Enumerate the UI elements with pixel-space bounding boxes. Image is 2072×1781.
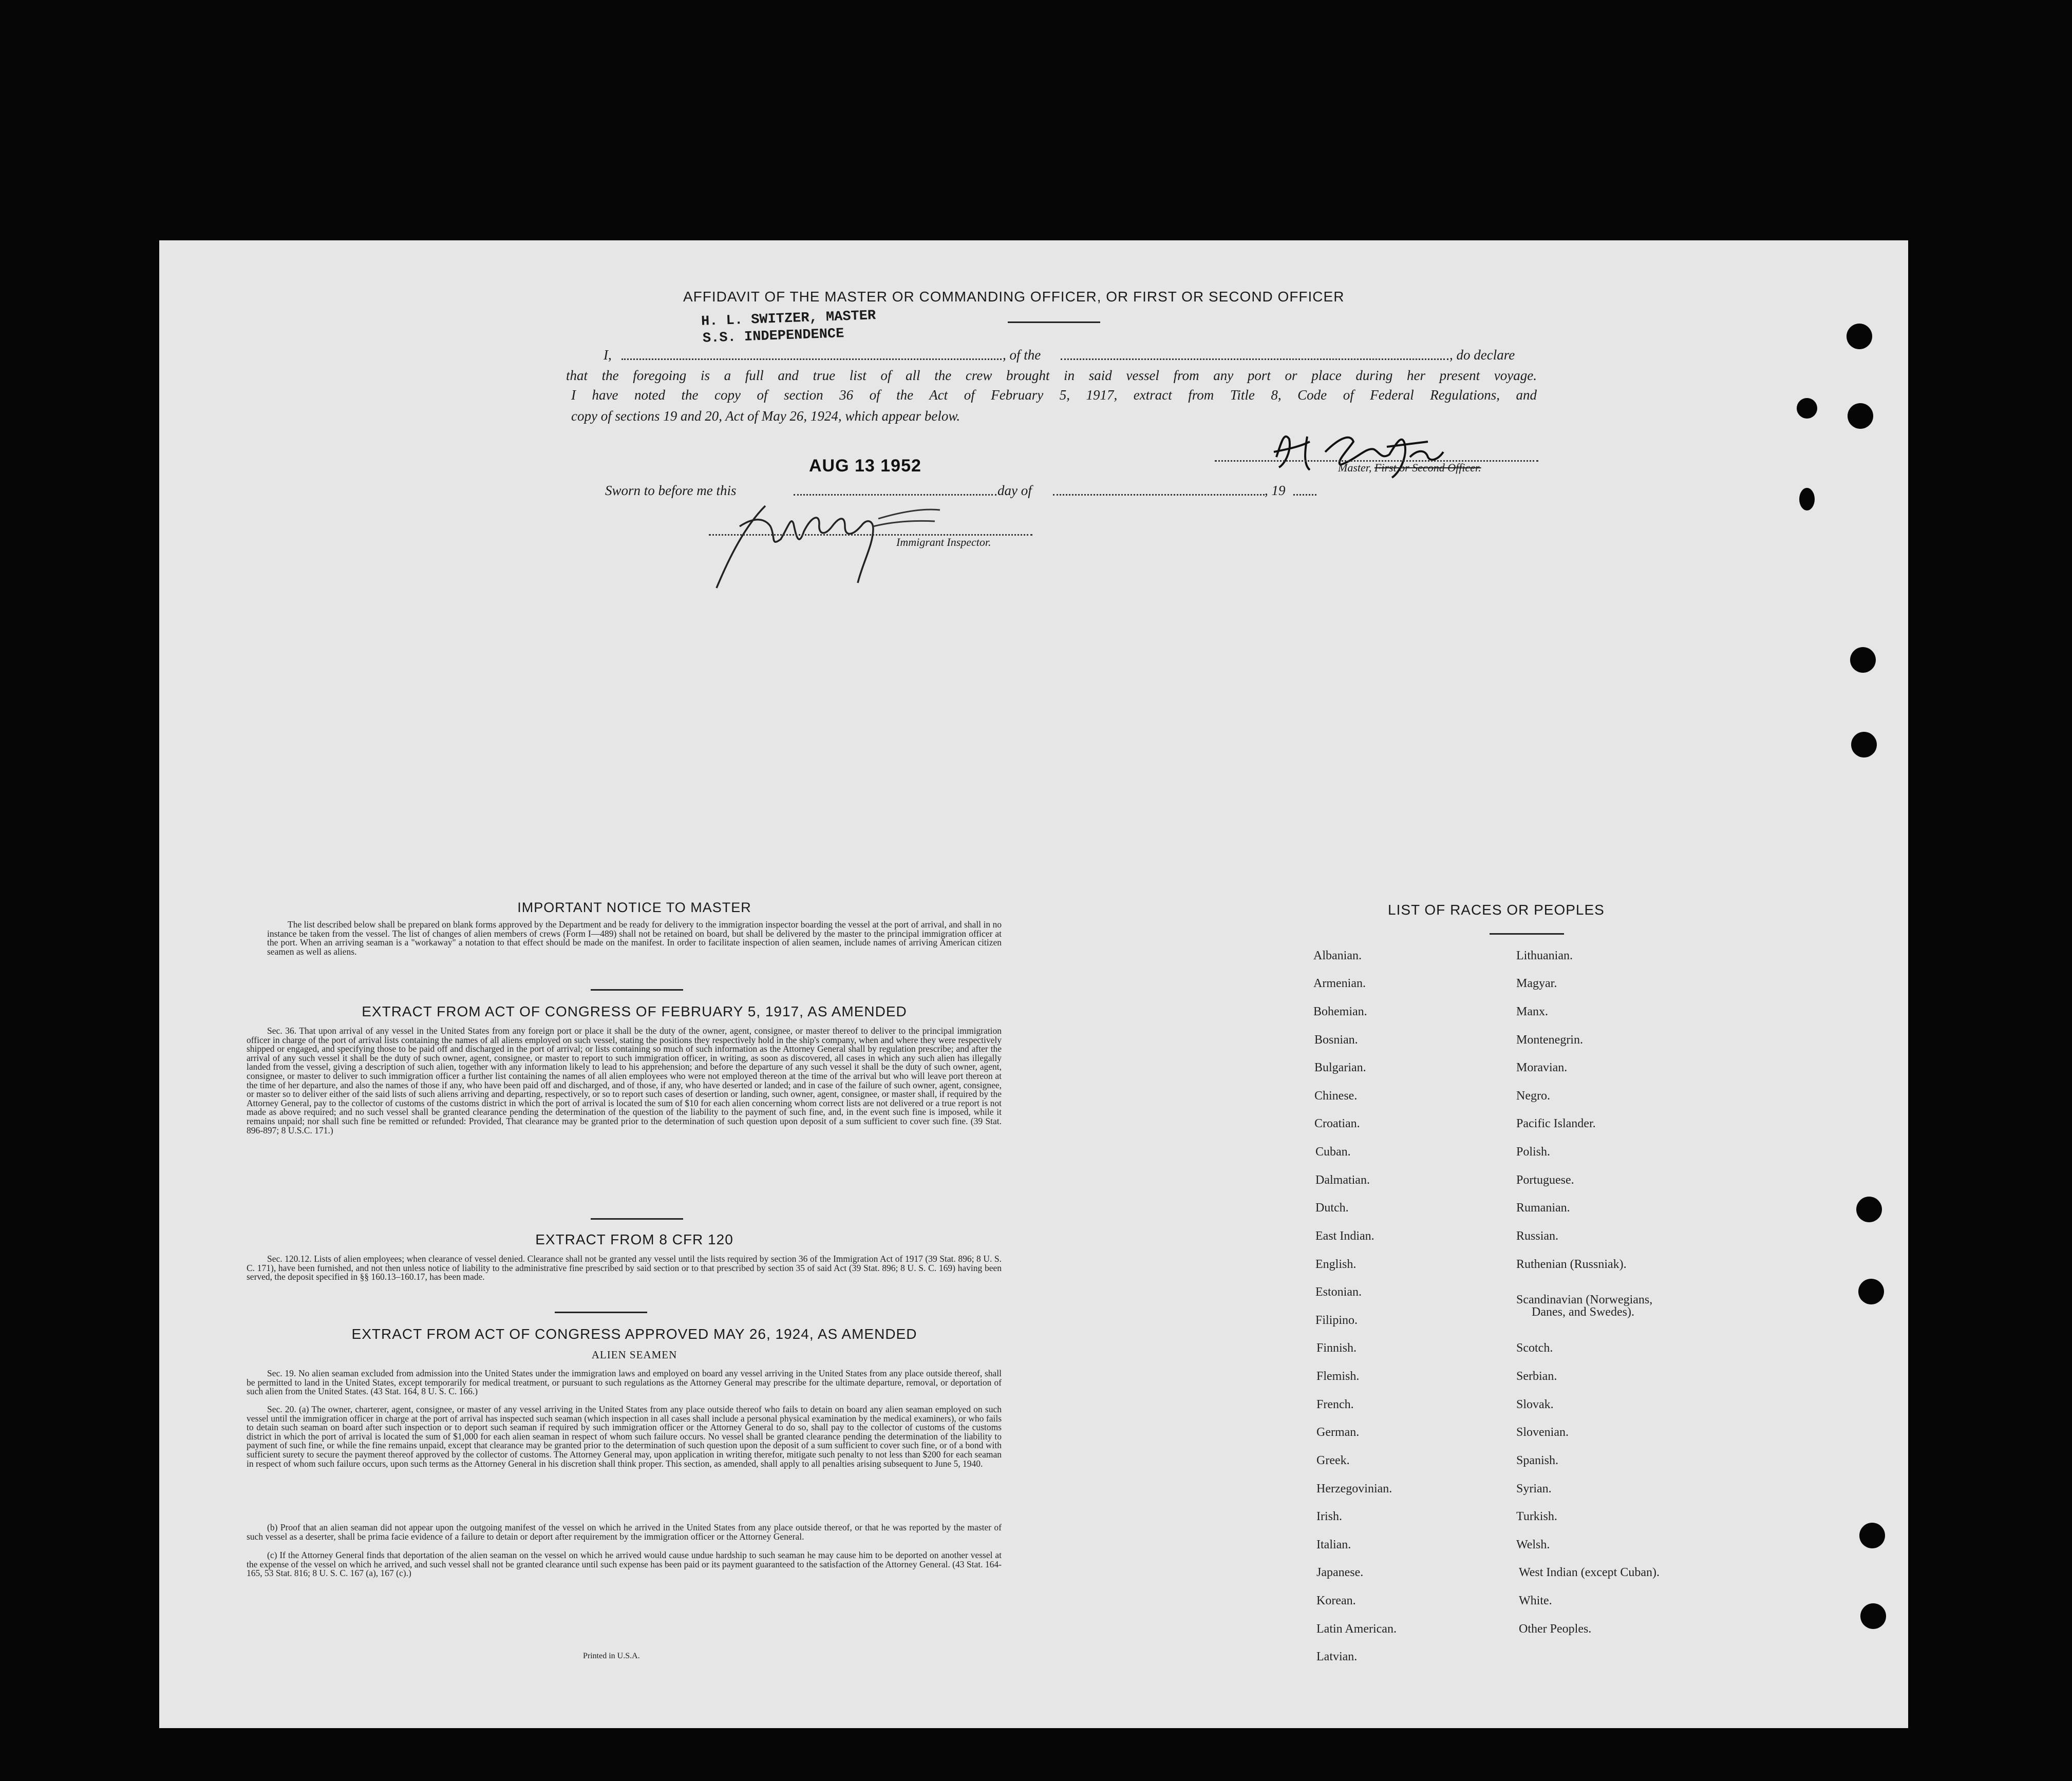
race-item: Estonian. [1315,1285,1362,1299]
race-item: Montenegrin. [1516,1033,1583,1047]
sec-20b-body: (b) Proof that an alien seaman did not appear upon the outgoing manifest of the vessel on which he arrived in the United States from any place outside thereof, or that he was reported by the master of such vessel as a deserter, shall be prima facie evidence of a failure to detain or deport after requirement by the immigration officer or the Attorney General. [247,1522,1002,1542]
race-item: Dalmatian. [1315,1173,1370,1187]
race-item: Flemish. [1316,1370,1360,1383]
binder-hole [1859,1523,1885,1548]
alien-seamen-subtitle: ALIEN SEAMEN [591,1349,677,1361]
race-item: East Indian. [1315,1229,1374,1243]
race-item: German. [1316,1426,1360,1439]
race-item: Korean. [1316,1594,1356,1607]
race-item: Japanese. [1316,1566,1364,1579]
binder-hole [1848,403,1873,429]
extract-1917-title: EXTRACT FROM ACT OF CONGRESS OF FEBRUARY 5, 1917, AS AMENDED [362,1003,907,1019]
notice-title: IMPORTANT NOTICE TO MASTER [517,900,751,915]
race-item: Herzegovinian. [1316,1482,1392,1495]
race-item: Cuban. [1315,1145,1351,1159]
race-item: Welsh. [1516,1538,1550,1551]
race-item: Pacific Islander. [1516,1117,1596,1130]
race-item: Slovenian. [1516,1426,1569,1439]
affidavit-title: AFFIDAVIT OF THE MASTER OR COMMANDING OFFICER, OR FIRST OR SECOND OFFICER [683,289,1345,305]
affidavit-line-3: I have noted the copy of section 36 of the Act of February 5, 1917, extract from Title 8, Code of Federal Regulations, and [571,387,1537,403]
race-item: Manx. [1516,1005,1548,1018]
race-item: Albanian. [1313,949,1362,962]
affidavit-line-2: that the foregoing is a full and true list of all the crew brought in said vessel from any port or place during her present voyage. [566,368,1537,383]
extract-1917-body: Sec. 36. That upon arrival of any vessel in the United States from any foreign port or place it shall be the duty of the owner, agent, consignee, or master thereof to deliver to the principal immigration officer in charge of the port of arrival lists containing the names of all aliens employed on such vessel, stating the positions they respectively hold in the ship's company, when and where they were respectively shipped or engaged, and specifying those to be paid off and discharged in the port of arrival; or lists containing so much of such information as the Attorney General shall by regulation prescribe; and after the arrival of any such vessel it shall be the duty of such owner, agent, consignee, or master to report to such immigration officer, in writing, as soon as discovered, all cases in which any such alien has illegally landed from the vessel, giving a description of such alien, together with any information likely to lead to his apprehension; and before the departure of any such vessel it shall be the duty of such owner, agent, consignee, or master to deliver to such immigration officer a further list containing the names of all alien employees who were not employed thereon at the time of the arrival but who will leave port thereon at the time of her departure, and also the names of those if any, who have been paid off and discharged, and of those, if any, who have deserted or landed; and in case of the failure of such owner, agent, consignee, or master so to deliver either of the said lists of such aliens arriving and departing, respectively, or so to report such cases of desertion or landing, such owner, agent, consignee, or master shall, if required by the Attorney General, pay to the collector of customs of the customs district in which the port of arrival is located the sum of $10 for each alien concerning whom correct lists are not delivered or a true report is not made as above required; and no such vessel shall be granted clearance pending the determination of the question of the liability to the payment of such fine, and, in the event such fine is imposed, while it remains unpaid; nor shall such fine be remitted or refunded: Provided, That clearance may be granted prior to the determination of such question upon deposit of a sum sufficient to cover such fine. (39 Stat. 896-897; 8 U.S.C. 171.) [247,1026,1002,1135]
sec-19-body: Sec. 19. No alien seaman excluded from admission into the United States under the immigration laws and employed on board any vessel arriving in the United States from any place outside thereof, shall be permitted to land in the United States, except temporarily for medical treatment, or pursuant to such regulations as the Attorney General may prescribe for the ultimate departure, removal, or deportation of such alien from the United States. (43 Stat. 164, 8 U. S. C. 166.) [247,1368,1002,1397]
sec-20c-body: (c) If the Attorney General finds that deportation of the alien seaman on the vessel on which he arrived would cause undue hardship to such seaman he may cause him to be deported on another vessel at the expense of the vessel on which he arrived, and such vessel shall not be granted clearance until such expense has been paid or its payment guaranteed to the satisfaction of the Attorney General. (43 Stat. 164-165, 53 Stat. 816; 8 U. S. C. 167 (a), 167 (c).) [247,1550,1002,1579]
race-item: Armenian. [1313,977,1366,990]
race-item: Bohemian. [1313,1005,1367,1018]
section-rule [555,1312,647,1313]
race-item: Serbian. [1516,1370,1557,1383]
cfr-title: EXTRACT FROM 8 CFR 120 [535,1231,733,1247]
race-item: Other Peoples. [1519,1622,1592,1636]
race-item: Danes, and Swedes). [1532,1305,1634,1319]
race-item: Scandinavian (Norwegians, [1516,1293,1653,1306]
master-name-field [621,358,1002,360]
race-item: Irish. [1316,1510,1342,1523]
typed-vessel-name: S.S. INDEPENDENCE [702,326,844,347]
race-item: Russian. [1516,1229,1559,1243]
of-the-label: , of the [1003,347,1041,363]
affidavit-i-label: I, [604,347,612,363]
master-title: Master, [1338,461,1372,474]
notice-body: The list described below shall be prepared on blank forms approved by the Department and be ready for delivery to the immigration inspector boarding the vessel at the port of arrival, and shall in no instance be taken from the vessel. The list of changes of alien members of crews (Form I—489) shall not be retained on board, but shall be delivered by the master to the principal immigration officer at the port. When an arriving seaman is a "workaway" a notation to that effect should be made on the manifest. In order to facilitate inspection of alien seamen, include names of arriving American citizen seamen as well as aliens. [267,919,1002,957]
race-item: Greek. [1316,1454,1350,1467]
race-item: Slovak. [1516,1398,1554,1411]
master-label [1338,461,1481,475]
binder-hole [1797,398,1817,419]
race-item: Negro. [1516,1089,1550,1103]
race-item: Syrian. [1516,1482,1552,1495]
affidavit-line-4: copy of sections 19 and 20, Act of May 26, 1924, which appear below. [571,408,960,424]
struck-officer-title: First or Second Officer. [1374,461,1481,474]
race-item: Italian. [1316,1538,1351,1551]
race-item: Moravian. [1516,1061,1568,1074]
race-item: French. [1316,1398,1354,1411]
sworn-month-field [1053,494,1265,496]
do-declare-label: , do declare [1449,347,1515,363]
cfr-body: Sec. 120.12. Lists of alien employees; when clearance of vessel denied. Clearance shall not be granted any vessel until the lists required by section 36 of the Immigration Act of 1917 (39 Stat. 896; 8 U. S. C. 171), have been furnished, and not then unless notice of liability to the administrative fine prescribed by said section or to that prescribed by section 35 of said Act (39 Stat. 896; 8 U. S. C. 169) having been served, the deposit specified in §§ 160.13–160.17, has been made. [247,1254,1002,1282]
year-label: , 19 [1265,483,1286,498]
binder-hole [1850,647,1876,673]
inspector-signature [709,496,1048,593]
race-item: Finnish. [1316,1341,1357,1355]
race-item: Bulgarian. [1314,1061,1366,1074]
race-item: English. [1315,1258,1357,1271]
date-stamp: AUG 13 1952 [809,456,921,476]
race-item: Portuguese. [1516,1173,1574,1187]
race-item: Turkish. [1516,1510,1557,1523]
race-item: Spanish. [1516,1454,1559,1467]
extract-1924-title: EXTRACT FROM ACT OF CONGRESS APPROVED MAY 26, 1924, AS AMENDED [351,1326,917,1342]
document-page [159,240,1908,1728]
race-item: West Indian (except Cuban). [1519,1566,1660,1579]
sworn-label: Sworn to before me this [605,483,737,498]
sec-20a-body: Sec. 20. (a) The owner, charterer, agent, consignee, or master of any vessel arriving in the United States from any place outside thereof who fails to detain on board any alien seaman employed on such vessel until the immigration officer in charge at the port of arrival has inspected such seaman (which inspection in all cases shall include a personal physical examination by the medical examiners), or who fails to detain such seaman on board after such inspection or to deport such seaman if required by such immigration officer or the Attorney General to do so, shall pay to the collector of customs of the customs district in which the port of arrival is located the sum of $1,000 for each alien seaman in respect of whom such failure occurs. No vessel shall be granted clearance pending the determination of the liability to payment of such fine, or while the fine remains unpaid, except that clearance may be granted prior to the determination of such question upon the deposit of a sum sufficient to cover such fine, or of a bond with sufficient surety to secure the payment thereof approved by the collector of customs. The Attorney General may, upon application in writing therefor, mitigate such penalty to not less than $200 for each seaman in respect of whom such failure occurs, upon such terms as the Attorney General in his discretion shall think proper. This section, as amended, shall apply to all penalties arising subsequent to June 5, 1940. [247,1404,1002,1469]
title-rule [1008,321,1100,323]
race-item: Chinese. [1314,1089,1358,1103]
races-title-rule [1490,933,1564,935]
section-rule [591,1218,683,1220]
printed-in-usa: Printed in U.S.A. [583,1652,640,1660]
race-item: Bosnian. [1314,1033,1358,1047]
section-rule [591,989,683,991]
sworn-year-field [1293,494,1316,496]
race-item: Filipino. [1315,1314,1358,1327]
day-of-label: day of [997,483,1032,498]
binder-hole [1856,1197,1882,1222]
race-item: Rumanian. [1516,1201,1570,1215]
race-item: Latin American. [1316,1622,1397,1636]
race-item: Polish. [1516,1145,1551,1159]
typed-master-name: H. L. SWITZER, MASTER [701,308,876,330]
race-item: Dutch. [1315,1201,1349,1215]
races-title: LIST OF RACES OR PEOPLES [1388,902,1605,918]
vessel-name-field [1061,358,1448,360]
binder-hole [1860,1603,1886,1629]
race-item: Scotch. [1516,1341,1553,1355]
inspector-label: Immigrant Inspector. [896,536,991,548]
race-item: White. [1519,1594,1552,1607]
binder-hole [1799,488,1815,510]
race-item: Croatian. [1314,1117,1360,1130]
race-item: Ruthenian (Russniak). [1516,1258,1627,1271]
race-item: Latvian. [1316,1650,1358,1663]
race-item: Magyar. [1516,977,1557,990]
race-item: Lithuanian. [1516,949,1573,962]
binder-hole [1858,1279,1884,1304]
binder-hole [1847,324,1872,349]
binder-hole [1851,732,1877,757]
